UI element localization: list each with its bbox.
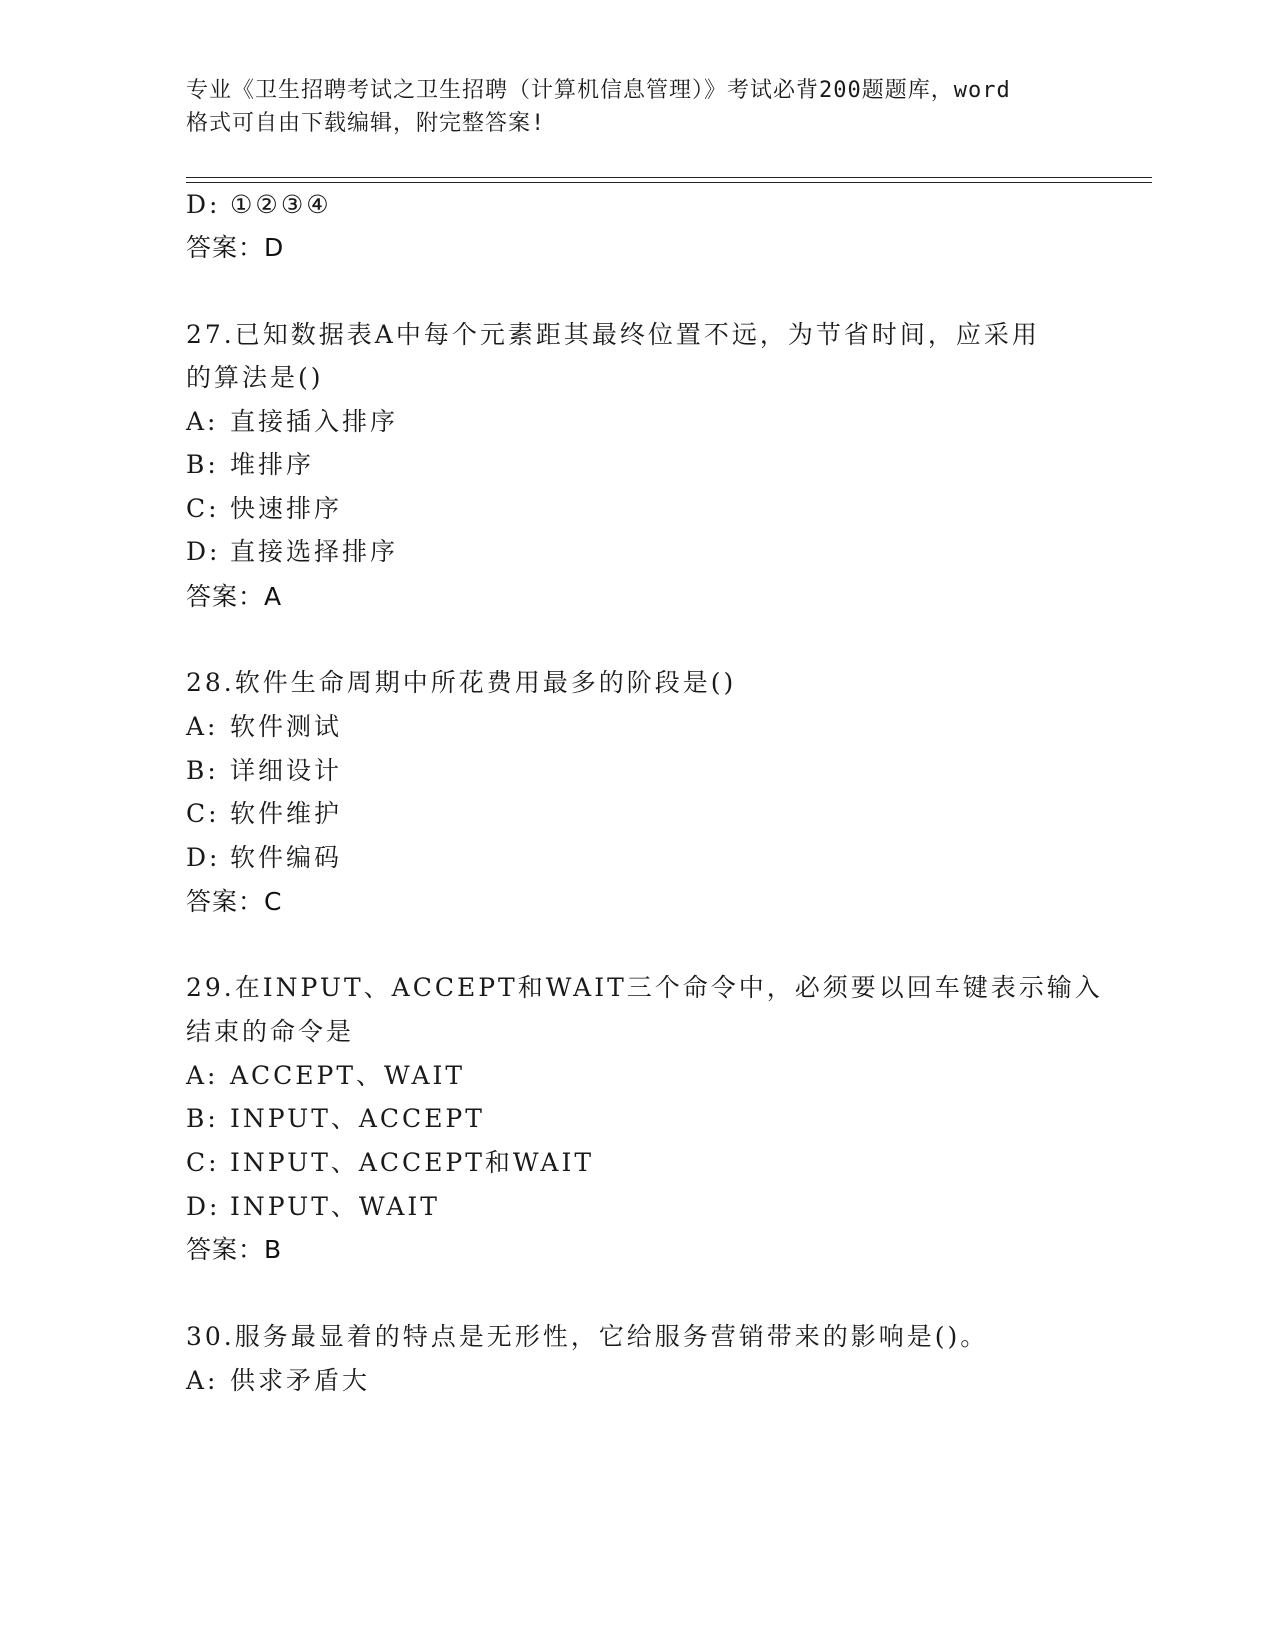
header-divider-top (186, 177, 1152, 178)
q29-option-d (186, 1192, 440, 1222)
option-label: C: (186, 799, 220, 828)
option-label: D: (186, 843, 221, 872)
option-label: C: (186, 1148, 220, 1177)
option-text: 快速排序 (230, 494, 343, 523)
q29-answer: 答案：B (186, 1235, 283, 1264)
q30-option-a (186, 1366, 370, 1396)
q29-stem-line-2: 结束的命令是 (186, 1017, 355, 1046)
header-divider-bottom (186, 182, 1152, 183)
q28-option-a (186, 712, 342, 742)
prev-option-d (186, 190, 332, 220)
header-title-line-2: 格式可自由下载编辑，附完整答案! (186, 111, 546, 136)
q29-option-c (186, 1148, 594, 1178)
option-label: D: (186, 537, 221, 566)
option-label: B: (186, 450, 219, 479)
option-text: ACCEPT、WAIT (230, 1061, 466, 1090)
header-title-line-1: 专业《卫生招聘考试之卫生招聘（计算机信息管理）》考试必背200题题库，word (186, 78, 1011, 103)
q27-stem-line-1: 27.已知数据表A中每个元素距其最终位置不远，为节省时间，应采用 (186, 320, 1040, 349)
option-text: 软件测试 (230, 712, 343, 741)
document-header (186, 74, 1086, 140)
q29-option-a (186, 1061, 465, 1091)
option-label: B: (186, 756, 219, 785)
option-text: INPUT、WAIT (230, 1192, 440, 1221)
option-text: 供求矛盾大 (230, 1366, 371, 1395)
option-text: 软件维护 (230, 799, 343, 828)
option-text: INPUT、ACCEPT (230, 1104, 485, 1133)
q29-option-b (186, 1104, 485, 1134)
option-label: C: (186, 494, 220, 523)
q27-option-d (186, 537, 398, 567)
q27-option-c (186, 494, 342, 524)
option-label: D: (186, 190, 221, 219)
option-text: ①②③④ (230, 190, 332, 219)
option-label: A: (186, 712, 219, 741)
q27-stem-line-2: 的算法是() (186, 363, 324, 392)
option-text: INPUT、ACCEPT和WAIT (230, 1148, 594, 1177)
option-text: 详细设计 (230, 756, 343, 785)
option-text: 软件编码 (230, 843, 343, 872)
q28-option-b (186, 756, 342, 786)
q27-option-b (186, 450, 314, 480)
option-label: A: (186, 1061, 219, 1090)
option-text: 堆排序 (230, 450, 315, 479)
option-label: D: (186, 1192, 221, 1221)
q27-option-a (186, 407, 398, 437)
q28-option-c (186, 799, 342, 829)
q28-stem-line-1: 28.软件生命周期中所花费用最多的阶段是() (186, 668, 737, 697)
prev-answer: 答案：D (186, 233, 285, 262)
q28-answer: 答案：C (186, 887, 283, 916)
option-label: A: (186, 407, 219, 436)
option-label: A: (186, 1366, 219, 1395)
option-text: 直接插入排序 (230, 407, 399, 436)
q30-stem-line-1: 30.服务最显着的特点是无形性，它给服务营销带来的影响是()。 (186, 1322, 989, 1351)
q28-option-d (186, 843, 342, 873)
option-label: B: (186, 1104, 219, 1133)
option-text: 直接选择排序 (230, 537, 399, 566)
q27-answer: 答案：A (186, 582, 283, 611)
q29-stem-line-1: 29.在INPUT、ACCEPT和WAIT三个命令中，必须要以回车键表示输入 (186, 973, 1103, 1002)
